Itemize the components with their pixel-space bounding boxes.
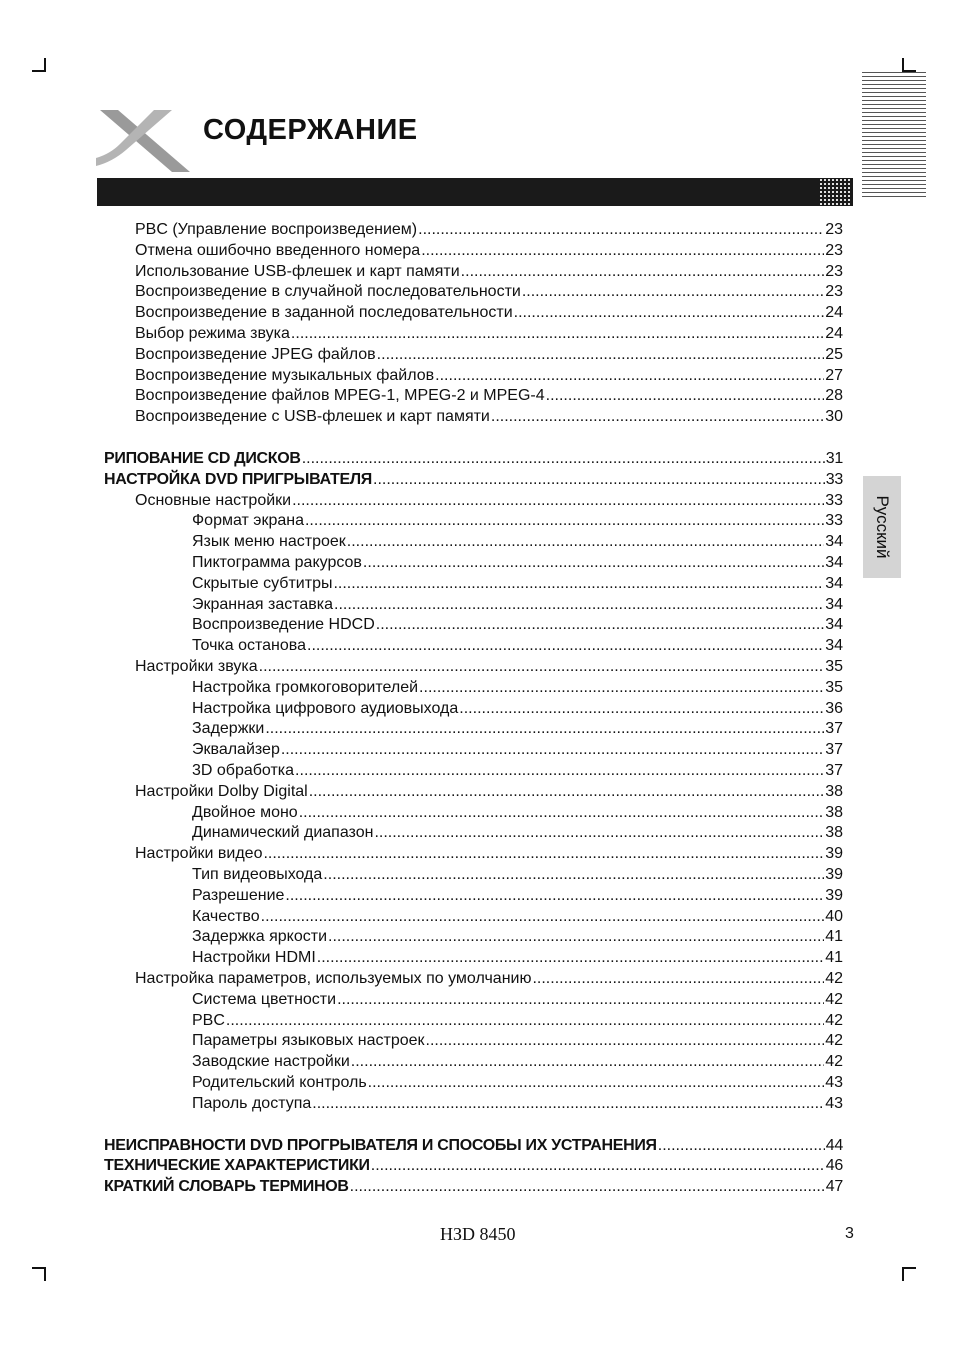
toc-entry-title: Задержка яркости (192, 928, 327, 946)
toc-entry (135, 219, 843, 240)
header-bar (97, 178, 853, 206)
toc-entry-page: 34 (825, 595, 843, 613)
toc-entry-page: 38 (825, 803, 843, 821)
toc-leader-dots (421, 240, 824, 261)
toc-leader-dots (363, 552, 824, 573)
toc-entry (192, 1093, 843, 1114)
toc-entry-page: 37 (825, 720, 843, 738)
toc-entry-page: 42 (825, 1053, 843, 1071)
toc-leader-dots (323, 864, 824, 885)
toc-leader-dots (291, 323, 824, 344)
toc-entry-title: Воспроизведение файлов MPEG-1, MPEG-2 и MPEG-4 (135, 387, 545, 405)
toc-leader-dots (522, 281, 824, 302)
toc-entry-title: Пиктограмма ракурсов (192, 554, 362, 571)
footer-model: HЗD 8450 (440, 1224, 516, 1244)
toc-entry (192, 864, 843, 885)
toc-leader-dots (374, 822, 824, 843)
toc-entry (104, 1135, 843, 1156)
toc-entry-page: 42 (825, 1032, 843, 1050)
toc-entry-page: 33 (825, 491, 843, 509)
toc-entry-page: 43 (825, 1074, 843, 1091)
toc-entry-page: 36 (825, 699, 843, 717)
toc-leader-dots (265, 718, 824, 739)
toc-entry-title: Эквалайзер (192, 741, 280, 759)
toc-entry-title: Воспроизведение в случайной последовательности (135, 283, 521, 301)
toc-entry-title: Воспроизведение в заданной последовательности (135, 304, 513, 322)
toc-entry (135, 240, 843, 261)
toc-entry (135, 490, 843, 511)
toc-leader-dots (373, 469, 825, 490)
toc-entry (192, 552, 843, 573)
toc-entry-page: 41 (825, 928, 843, 946)
toc-entry-page: 35 (825, 678, 843, 696)
toc-leader-dots (546, 385, 825, 406)
toc-entry (192, 510, 843, 531)
toc-leader-dots (292, 490, 824, 511)
toc-entry-title: 3D обработка (192, 762, 295, 779)
toc-entry-title: Скрытые субтитры (192, 574, 333, 592)
toc-leader-dots (435, 365, 824, 386)
toc-entry-title: Настройки видео (135, 845, 263, 863)
toc-entry (192, 573, 843, 594)
toc-entry-page: 33 (825, 470, 843, 488)
toc-entry (135, 261, 843, 282)
toc-entry (192, 1051, 843, 1072)
toc-entry-title: НЕИСПРАВНОСТИ DVD ПРОГРЫВАТЕЛЯ И СПОСОБЫ ИХ УСТРАНЕНИЯ (104, 1136, 657, 1154)
toc-entry (192, 926, 843, 947)
toc-leader-dots (371, 1155, 825, 1176)
toc-leader-dots (261, 906, 825, 927)
toc-leader-dots (351, 1051, 824, 1072)
toc-entry-title: PBC (192, 1011, 225, 1029)
toc-leader-dots (317, 947, 824, 968)
toc-entry (192, 947, 843, 968)
language-tab-label: Русский (873, 495, 892, 559)
toc-leader-dots (347, 531, 824, 552)
toc-leader-dots (285, 885, 824, 906)
toc-entry-title: Настройка цифрового аудиовыхода (192, 699, 459, 717)
toc-entry-page: 39 (825, 866, 843, 883)
toc-entry (192, 531, 843, 552)
toc-entry-page: 31 (825, 450, 843, 467)
toc-entry (192, 739, 843, 760)
toc-entry-page: 43 (825, 1094, 843, 1112)
toc-leader-dots (418, 219, 824, 240)
toc-entry-page: 30 (825, 408, 843, 426)
toc-leader-dots (295, 760, 824, 781)
toc-entry-title: Параметры языковых настроек (192, 1032, 425, 1050)
toc-entry-page: 24 (825, 304, 843, 322)
toc-leader-dots (491, 406, 824, 427)
toc-leader-dots (307, 635, 824, 656)
toc-entry-title: Родительский контроль (192, 1074, 367, 1091)
toc-entry-title: Воспроизведение HDCD (192, 616, 375, 634)
toc-entry-title: Точка останова (192, 637, 306, 655)
toc-entry-title: Разрешение (192, 886, 285, 904)
toc-entry-title: Воспроизведение с USB-флешек и карт памяти (135, 408, 490, 426)
toc-entry-title: Формат экрана (192, 512, 304, 530)
toc-leader-dots (376, 614, 824, 635)
toc-entry (192, 594, 843, 615)
toc-entry-page: 40 (825, 907, 843, 925)
toc-entry-page: 25 (825, 345, 843, 363)
toc-entry (135, 344, 843, 365)
toc-entry-title: Пароль доступа (192, 1094, 312, 1112)
toc-leader-dots (333, 573, 824, 594)
toc-entry-title: Качество (192, 907, 260, 925)
toc-entry-page: 38 (825, 824, 843, 842)
toc-leader-dots (328, 926, 824, 947)
crop-mark-top-left (32, 58, 46, 72)
toc-entry-title: КРАТКИЙ СЛОВАРЬ ТЕРМИНОВ (104, 1178, 349, 1196)
toc-entry-title: Выбор режима звука (135, 325, 290, 342)
toc-entry-title: ТЕХНИЧЕСКИЕ ХАРАКТЕРИСТИКИ (104, 1157, 370, 1175)
toc-entry-page: 34 (825, 574, 843, 592)
toc-leader-dots (226, 1010, 824, 1031)
toc-leader-dots (281, 739, 824, 760)
toc-entry (192, 760, 843, 781)
toc-entry-title: Воспроизведение музыкальных файлов (135, 366, 435, 384)
crop-mark-bottom-right (902, 1267, 916, 1281)
toc-entry-title: Язык меню настроек (192, 533, 346, 551)
toc-entry-page: 37 (825, 762, 843, 779)
toc-entry (135, 302, 843, 323)
toc-entry (192, 614, 843, 635)
toc-entry-title: Динамический диапазон (192, 824, 374, 842)
toc-leader-dots (658, 1135, 825, 1156)
toc-entry-page: 44 (825, 1136, 843, 1154)
toc-entry-title: НАСТРОЙКА DVD ПРИГРЫВАТЕЛЯ (104, 470, 373, 488)
toc-leader-dots (461, 261, 825, 282)
toc-entry (135, 385, 843, 406)
toc-entry-page: 42 (825, 990, 843, 1008)
toc-entry-page: 46 (825, 1157, 843, 1175)
toc-entry-title: Настройки Dolby Digital (135, 782, 308, 800)
toc-entry (135, 781, 843, 802)
toc-leader-dots (263, 843, 824, 864)
toc-entry-page: 23 (825, 221, 843, 238)
toc-leader-dots (368, 1072, 825, 1093)
toc-leader-dots (334, 594, 824, 615)
toc-entry-page: 42 (825, 970, 843, 987)
toc-entry-page: 41 (825, 949, 843, 967)
toc-entry-title: Настройки звука (135, 658, 258, 675)
crop-mark-bottom-left (32, 1267, 46, 1281)
toc-entry-page: 34 (825, 637, 843, 655)
toc-entry (192, 1072, 843, 1093)
toc-leader-dots (532, 968, 824, 989)
toc-entry-page: 38 (825, 782, 843, 800)
side-stripe-decoration (862, 72, 926, 200)
toc-entry (192, 885, 843, 906)
toc-entry (192, 635, 843, 656)
toc-entry-page: 23 (825, 241, 843, 259)
toc-entry (135, 656, 843, 677)
toc-entry-page: 23 (825, 283, 843, 301)
toc-leader-dots (514, 302, 825, 323)
toc-entry-page: 42 (825, 1011, 843, 1029)
toc-leader-dots (377, 344, 825, 365)
toc-entry-title: Настройка параметров, используемых по умолчанию (135, 970, 532, 987)
toc-leader-dots (305, 510, 824, 531)
toc-entry-page: 34 (825, 533, 843, 551)
toc-entry-title: Воспроизведение JPEG файлов (135, 345, 376, 363)
toc-entry-page: 47 (825, 1178, 843, 1196)
toc-entry-page: 34 (825, 554, 843, 571)
toc-entry-title: Заводские настройки (192, 1053, 350, 1071)
toc-entry-page: 33 (825, 512, 843, 530)
toc-entry-title: Двойное моно (192, 803, 298, 821)
toc-leader-dots (312, 1093, 824, 1114)
toc-entry-title: Настройка громкоговорителей (192, 678, 419, 696)
toc-entry-page: 24 (825, 325, 843, 342)
toc-entry-page: 28 (825, 387, 843, 405)
toc-leader-dots (419, 677, 824, 698)
toc-leader-dots (302, 448, 825, 469)
toc-entry-page: 39 (825, 886, 843, 904)
toc-entry (104, 1155, 843, 1176)
toc-entry-page: 27 (825, 366, 843, 384)
toc-entry-page: 23 (825, 262, 843, 280)
toc-leader-dots (259, 656, 825, 677)
toc-leader-dots (459, 698, 824, 719)
toc-entry (135, 323, 843, 344)
toc-entry (192, 718, 843, 739)
toc-entry (104, 1176, 843, 1197)
toc-entry (192, 822, 843, 843)
x-logo-icon (92, 106, 194, 176)
toc-entry-title: Задержки (192, 720, 265, 738)
toc-entry-title: Настройки HDMI (192, 949, 316, 967)
toc-entry (192, 677, 843, 698)
page-title: СОДЕРЖАНИЕ (203, 114, 418, 146)
toc-entry (192, 802, 843, 823)
toc-leader-dots (299, 802, 825, 823)
toc-entry-title: Использование USB-флешек и карт памяти (135, 262, 460, 280)
toc-entry-title: Отмена ошибочно введенного номера (135, 241, 421, 259)
toc-entry (135, 406, 843, 427)
toc-entry-page: 39 (825, 845, 843, 863)
toc-entry (192, 1010, 843, 1031)
toc-leader-dots (337, 989, 824, 1010)
toc-entry (192, 906, 843, 927)
toc-entry (192, 989, 843, 1010)
toc-entry (135, 843, 843, 864)
toc-entry (135, 968, 843, 989)
toc-entry-title: Тип видеовыхода (192, 866, 323, 883)
toc-entry-page: 35 (825, 658, 843, 675)
toc-entry-title: РИПОВАНИЕ CD ДИСКОВ (104, 450, 301, 467)
toc-entry-title: Основные настройки (135, 491, 292, 509)
toc-entry (192, 1030, 843, 1051)
toc-entry (135, 281, 843, 302)
footer-page-number: 3 (845, 1225, 854, 1242)
toc-entry (104, 448, 843, 469)
toc-entry-page: 37 (825, 741, 843, 759)
language-tab (863, 476, 901, 578)
toc-entry-title: PBC (Управление воспроизведением) (135, 221, 418, 238)
toc-entry (135, 365, 843, 386)
toc-entry-title: Система цветности (192, 990, 337, 1008)
toc-leader-dots (426, 1030, 825, 1051)
toc-leader-dots (309, 781, 824, 802)
toc-entry (192, 698, 843, 719)
toc-entry (104, 469, 843, 490)
toc-entry-page: 34 (825, 616, 843, 634)
toc-entry-title: Экранная заставка (192, 595, 334, 613)
toc-leader-dots (350, 1176, 825, 1197)
header-bar-dots (819, 178, 851, 206)
crop-mark-top-right (902, 58, 916, 72)
